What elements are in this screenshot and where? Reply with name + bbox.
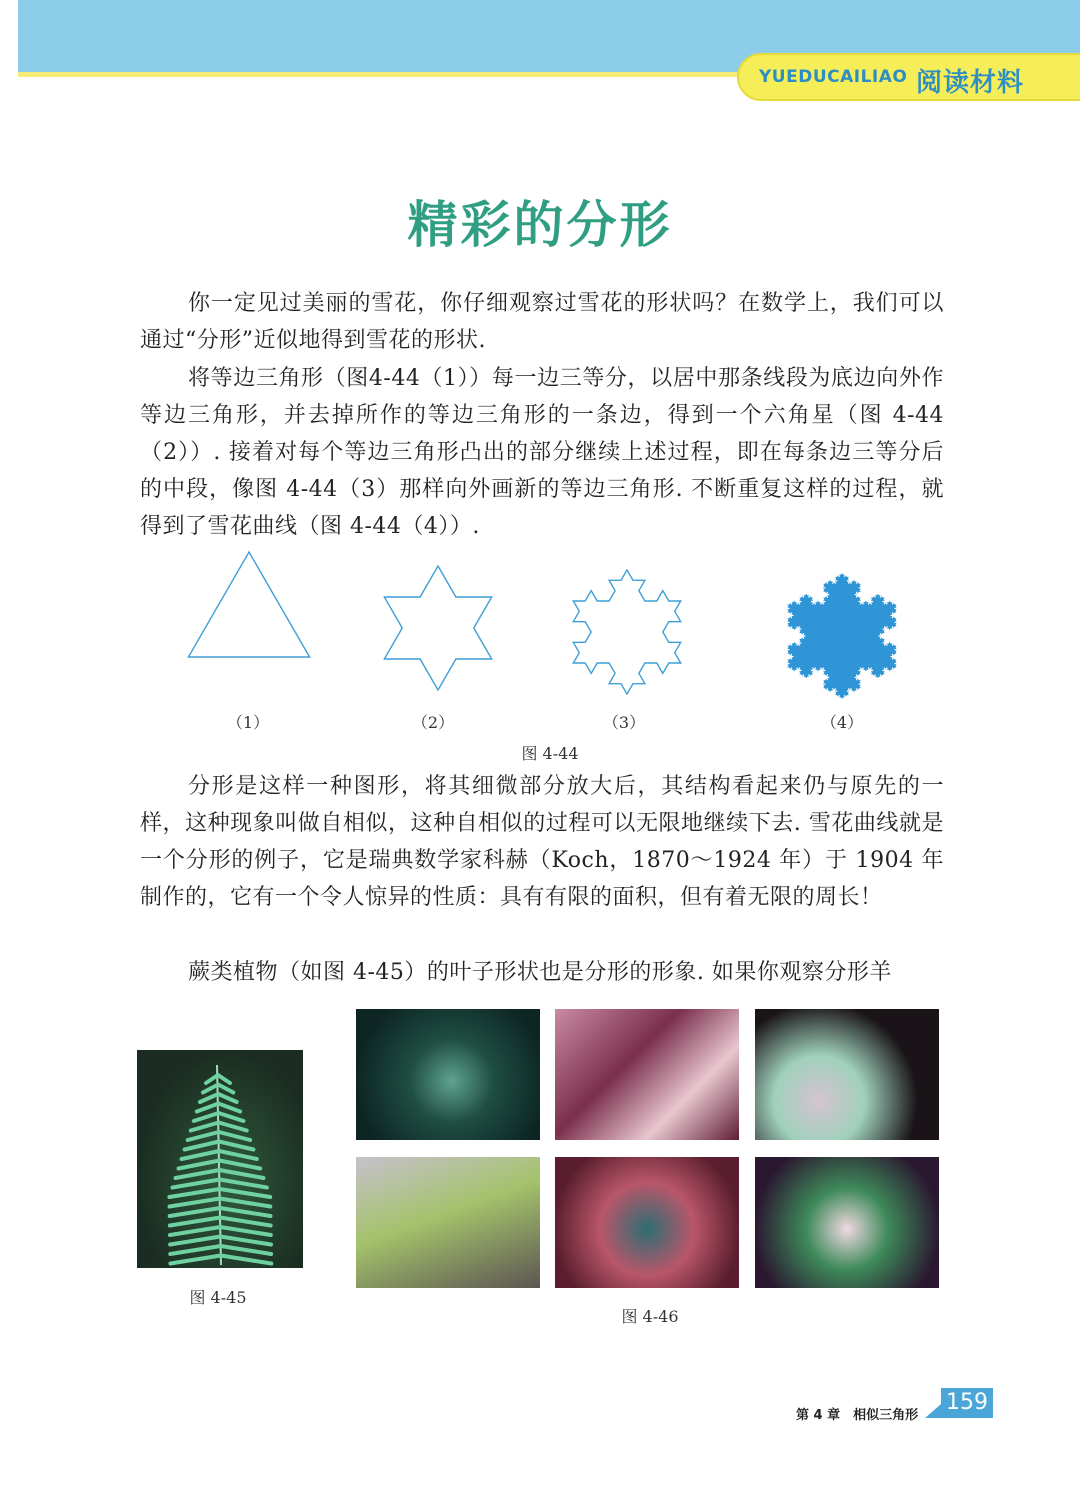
fractal-image-6: [755, 1157, 939, 1288]
koch-stage-1: [188, 552, 309, 657]
fern-leaflet: [172, 1180, 219, 1188]
koch-stage-2: [384, 566, 491, 690]
fern-leaflet: [170, 1227, 220, 1235]
figure-446-caption: 图 4-46: [621, 1307, 679, 1326]
koch-snowflake-figure: [0, 540, 1080, 740]
fern-leaflet: [219, 1151, 257, 1159]
page-number: 159: [946, 1390, 988, 1415]
fern-leaflet: [197, 1104, 219, 1112]
fern-leaflet: [194, 1113, 219, 1121]
tag-chinese: 阅读材料: [916, 68, 1025, 98]
fern-leaflet: [169, 1189, 219, 1197]
paragraph-self-similarity: 分形是这样一种图形，将其细微部分放大后，其结构看起来仍与原先的一样，这种现象叫做自相似，这种自相似的过程可以无限地继续下去. 雪花曲线就是一个分形的例子，它是瑞典数学家科赫（Koch，1870～1924 年）于 1904 年制作的，它有一个令人惊异的性质：具有有限的面积，但有着无限的周长！: [140, 774, 944, 910]
fern-leaflet: [218, 1094, 236, 1102]
tag-english: YUEDUCAILIAO: [759, 67, 908, 87]
fern-leaflet: [179, 1161, 220, 1169]
fern-leaflet: [219, 1142, 253, 1150]
fern-leaflet: [188, 1132, 219, 1140]
paragraph-intro: 你一定见过美丽的雪花，你仔细观察过雪花的形状吗？在数学上，我们可以通过“分形”近似地得到雪花的形状.: [140, 291, 944, 353]
fern-leaflet: [220, 1199, 270, 1207]
fern-leaflet: [218, 1104, 240, 1112]
fractal-image-3: [755, 1009, 939, 1140]
fern-leaf-icon: [137, 1050, 303, 1268]
fern-leaflet: [220, 1180, 267, 1188]
page-title: 精彩的分形: [407, 196, 673, 254]
fern-leaflet: [185, 1142, 219, 1150]
fern-leaflet: [220, 1218, 270, 1226]
figure-label-4: （4）: [820, 713, 864, 732]
fern-leaflet: [170, 1256, 220, 1264]
fern-leaflet: [206, 1075, 218, 1083]
fern-leaflet: [220, 1189, 270, 1197]
fern-leaflet: [220, 1208, 270, 1216]
fern-photo: [137, 1050, 303, 1268]
fern-leaflet: [170, 1246, 220, 1254]
fern-leaflet: [220, 1170, 264, 1178]
paragraph-construction: 将等边三角形（图4-44（1））每一边三等分，以居中那条线段为底边向外作等边三角形，并去掉所作的等边三角形的一条边，得到一个六角星（图 4-44（2））. 接着对每个等边三角形凸出的部分继续上述过程，即在每条边三等分后的中段，像图 4-44（3）那样向外画新的等边三角形. 不断重复这样的过程，就得到了雪花曲线（图 4-44（4））.: [140, 366, 944, 539]
fern-leaflet: [203, 1085, 218, 1093]
figure-label-3: （3）: [602, 713, 646, 732]
figure-444-caption: 图 4-44: [521, 744, 579, 763]
fern-leaflet: [170, 1199, 220, 1207]
fern-leaflet: [219, 1113, 244, 1121]
fern-leaflet: [170, 1218, 220, 1226]
fern-leaflet: [221, 1237, 271, 1245]
fern-leaflet: [220, 1227, 270, 1235]
reading-material-tag: [737, 53, 1080, 101]
fern-leaflet: [218, 1085, 233, 1093]
koch-stage-3: [573, 570, 680, 694]
page-number-tab: [925, 1404, 941, 1418]
fern-leaflet: [221, 1246, 271, 1254]
fractal-image-2: [555, 1009, 739, 1140]
fern-leaflet: [200, 1094, 218, 1102]
fern-leaflet: [170, 1208, 220, 1216]
fern-leaflet: [218, 1075, 230, 1083]
fern-leaflet: [219, 1123, 247, 1131]
koch-stage-4: [788, 574, 895, 698]
figure-445-caption: 图 4-45: [189, 1288, 247, 1307]
fern-leaflet: [176, 1170, 220, 1178]
fern-leaflet: [182, 1151, 220, 1159]
fractal-image-4: [356, 1157, 540, 1288]
paragraph-fern: 蕨类植物（如图 4-45）的叶子形状也是分形的形象. 如果你观察分形羊: [188, 960, 892, 985]
fern-leaflet: [191, 1123, 219, 1131]
chapter-footer: 第 4 章 相似三角形: [796, 1408, 919, 1423]
fern-leaflet: [221, 1256, 271, 1264]
fern-leaflet: [219, 1132, 250, 1140]
fractal-image-5: [555, 1157, 739, 1288]
fractal-image-1: [356, 1009, 540, 1140]
fern-leaflet: [219, 1161, 260, 1169]
figure-label-1: （1）: [226, 713, 270, 732]
fern-leaflet: [170, 1237, 220, 1245]
figure-label-2: （2）: [411, 713, 455, 732]
